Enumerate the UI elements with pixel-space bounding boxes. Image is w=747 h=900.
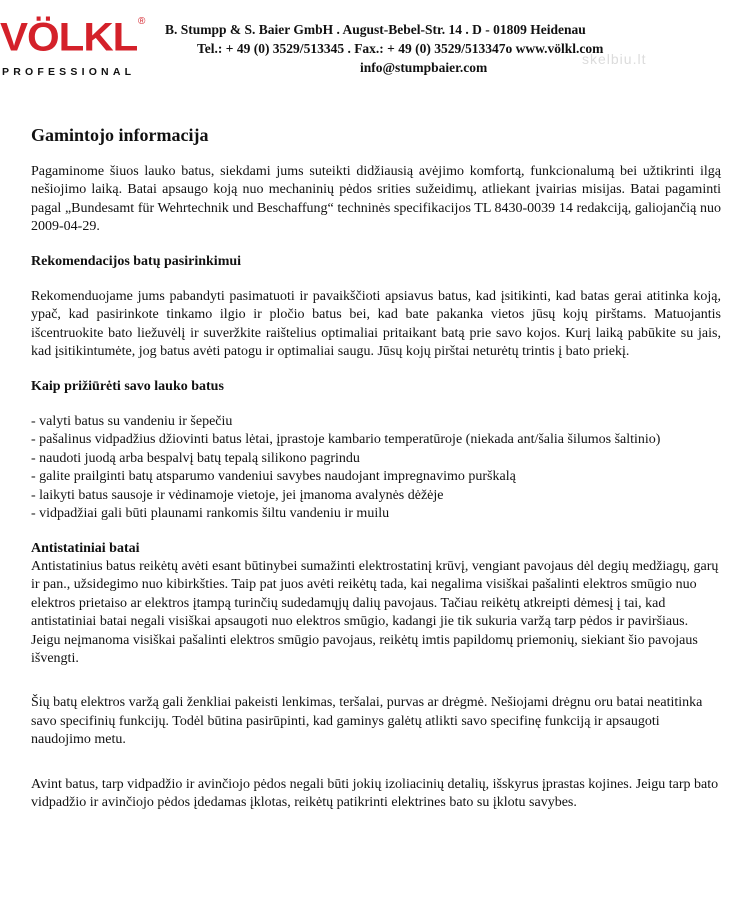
registered-mark: ® — [138, 16, 146, 27]
section-heading-antistatic: Antistatiniai batai — [31, 540, 140, 556]
list-item: - valyti batus su vandeniu ir šepečiu — [31, 414, 233, 430]
spacer — [31, 684, 721, 694]
company-info — [165, 20, 745, 77]
spacer — [31, 766, 721, 776]
company-contact: Tel.: + 49 (0) 3529/513345 . Fax.: + 49 (0) 3529/513347o www.völkl.com — [197, 41, 604, 56]
document-body — [31, 124, 721, 828]
selection-paragraph: Rekomenduojame jums pabandyti pasimatuoti ir pavaikščioti apsiavus batus, kad įsitikinti, kad batas gerai atitinka koją, ypač, kad pasirinkote tinkamo ilgio ir pločio batus bei, kad bate pakanka vietos jūsų kojų pirštams. Matuojantis išcentruokite bato liežuvėlį ir suveržkite raištelius optimaliai pritaikant batą prie savo kojos. Kurį laiką pabūkite su jais, kad įsitikintumėte, jog batus avėti patogu ir optimaliai saugu. Jūsų kojų pirštai neturėtų trintis į bato priekį. — [31, 289, 721, 360]
section-heading-care: Kaip prižiūrėti savo lauko batus — [31, 378, 224, 394]
company-email: info@stumpbaier.com — [360, 60, 488, 75]
list-item: - pašalinus vidpadžius džiovinti batus lėtai, įprastoje kambario temperatūroje (niekada ant/šalia šilumos šaltinio) — [31, 432, 661, 448]
brand-subtitle: PROFESSIONAL — [2, 66, 136, 78]
antistatic-paragraph-1: Antistatinius batus reikėtų avėti esant būtinybei sumažinti elektrostatinį krūvį, vengiant pavojaus dėl degių medžiagų, garų ir pan., užsidegimo nuo kibirkšties. Taip pat juos avėti reikėtų tada, kai negalima visiškai pašalinti elektros smūgio nuo elektros prietaiso ar elektros įtampą turinčių sudedamųjų dalių pavojaus. Tačiau reikėtų atkreipti dėmesį į tai, kad antistatiniai batai negali visiškai apsaugoti nuo elektros smūgio, kadangi jie tik sukuria varžą tarp pėdos ir paviršiaus. Jeigu neįmanoma visiškai pašalinti elektros smūgio pavojaus, reikėtų imtis papildomų priemonių, siekiant šio pavojaus išvengti. — [31, 558, 719, 666]
antistatic-paragraph-2: Šių batų elektros varžą gali ženkliai pakeisti lenkimas, teršalai, purvas ar drėgmė. Nešiojami drėgnu oru batai neatitinka savo specifinių funkcijų. Todėl būtina pasirūpinti, kad gaminys galėtų atlikti savo specifinę funkciją ir apsaugoti naudojimo metu. — [31, 695, 703, 748]
list-item: - naudoti juodą arba bespalvį batų tepalą silikono pagrindu — [31, 450, 360, 466]
letterhead — [0, 6, 747, 86]
section-heading-selection: Rekomendacijos batų pasirinkimui — [31, 253, 242, 269]
page-title: Gamintojo informacija — [31, 125, 209, 145]
list-item: - laikyti batus sausoje ir vėdinamoje vietoje, jei įmanoma avalynės dėžėje — [31, 487, 444, 503]
list-item: - galite prailginti batų atsparumo vandeniui savybes naudojant impregnavimo purškalą — [31, 469, 516, 485]
brand-logo: VÖLKL — [0, 14, 138, 59]
list-item: - vidpadžiai gali būti plaunami rankomis šiltu vandeniu ir muilu — [31, 506, 390, 522]
company-address: B. Stumpp & S. Baier GmbH . August-Bebel-Str. 14 . D - 01809 Heidenau — [165, 22, 586, 37]
watermark: skelbiu.lt — [582, 51, 647, 67]
intro-paragraph: Pagaminome šiuos lauko batus, siekdami jums suteikti didžiausią avėjimo komfortą, funkcionalumą bei užtikrinti ilgą nešiojimo laiką. Batai apsaugo koją nuo mechaninių pėdos srities sužeidimų, atliekant įvairias misijas. Batai pagaminti pagal „Bundesamt für Wehrtechnik und Beschaffung“ techninės specifikacijos TL 8430-0039 14 redakciją, galiojančią nuo 2009-04-29. — [31, 164, 721, 235]
antistatic-paragraph-3: Avint batus, tarp vidpadžio ir avinčiojo pėdos negali būti jokių izoliacinių detalių, išskyrus įprastas kojines. Jeigu tarp bato vidpadžio ir avinčiojo pėdos įdedamas įklotas, reikėtų patikrinti elektrines bato su įklotu savybes. — [31, 776, 719, 810]
care-list — [31, 413, 721, 523]
